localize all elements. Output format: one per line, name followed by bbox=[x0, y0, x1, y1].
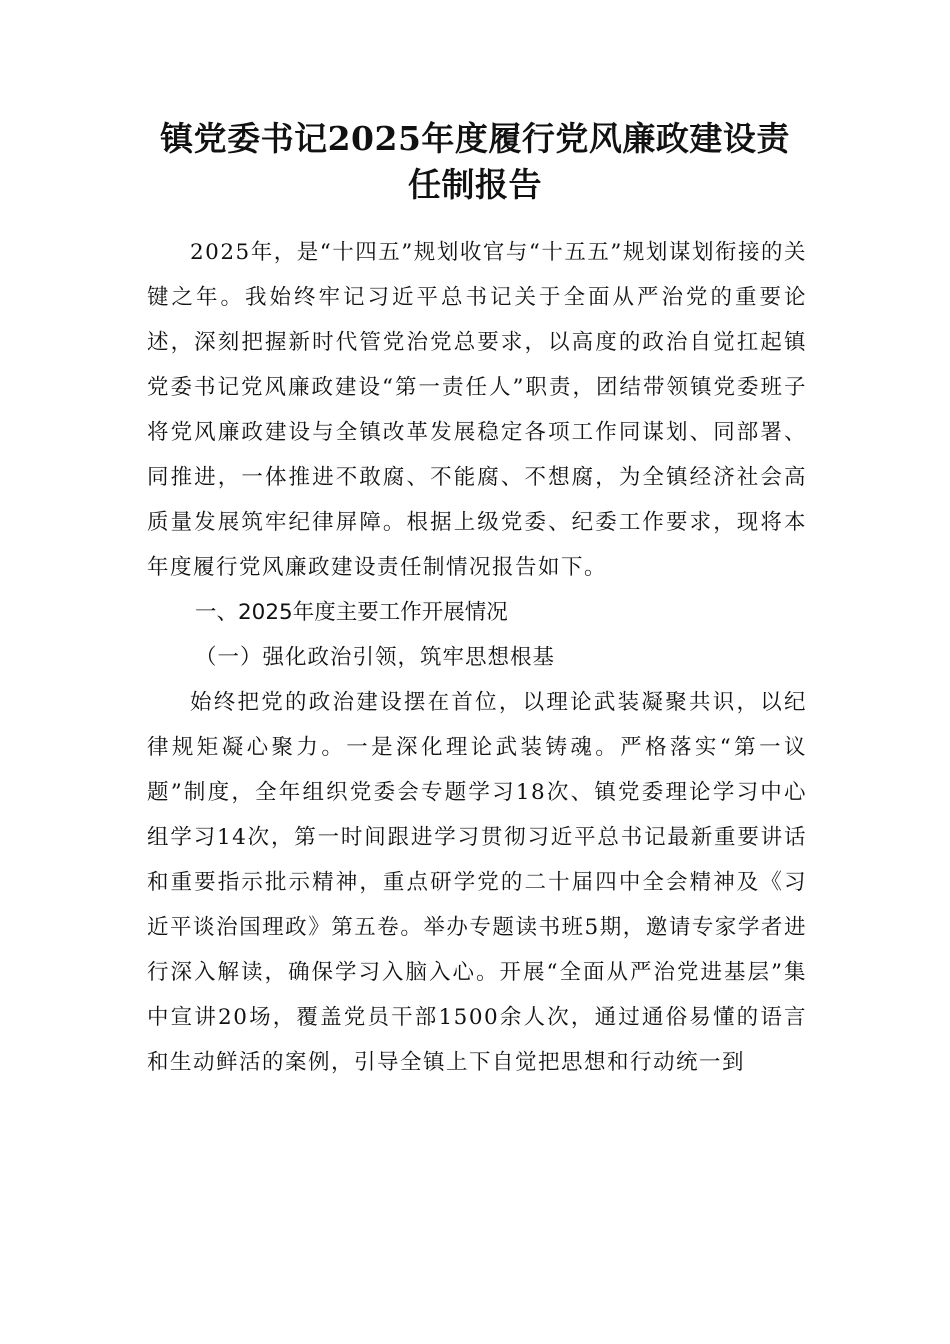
subsection-heading: （一）强化政治引领，筑牢思想根基 bbox=[195, 645, 556, 670]
intro-paragraph: 2025年，是“十四五”规划收官与“十五五”规划谋划衔接的关键之年。我始终牢记习近平总书记关于全面从严治党的重要论述，深刻把握新时代管党治党总要求，以高度的政治自觉扛起镇党委书记党风廉政建设“第一责任人”职责，团结带领镇党委班子将党风廉政建设与全镇改革发展稳定各项工作同谋划、同部署、同推进，一体推进不敢腐、不能腐、不想腐，为全镇经济社会高质量发展筑牢纪律屏障。根据上级党委、纪委工作要求，现将本年度履行党风廉政建设责任制情况报告如下。 bbox=[147, 240, 807, 580]
section-heading: 一、2025年度主要工作开展情况 bbox=[195, 600, 508, 625]
document-title bbox=[100, 116, 850, 208]
document-body bbox=[147, 230, 807, 1085]
document-title-line-2: 任制报告 bbox=[408, 165, 542, 204]
document-title-line-1: 镇党委书记2025年度履行党风廉政建设责 bbox=[160, 119, 790, 158]
subsection-paragraph: 始终把党的政治建设摆在首位，以理论武装凝聚共识，以纪律规矩凝心聚力。一是深化理论武装铸魂。严格落实“第一议题”制度，全年组织党委会专题学习18次、镇党委理论学习中心组学习14次，第一时间跟进学习贯彻习近平总书记最新重要讲话和重要指示批示精神，重点研学党的二十届四中全会精神及《习近平谈治国理政》第五卷。举办专题读书班5期，邀请专家学者进行深入解读，确保学习入脑入心。开展“全面从严治党进基层”集中宣讲20场，覆盖党员干部1500余人次，通过通俗易懂的语言和生动鲜活的案例，引导全镇上下自觉把思想和行动统一到 bbox=[147, 690, 807, 1075]
